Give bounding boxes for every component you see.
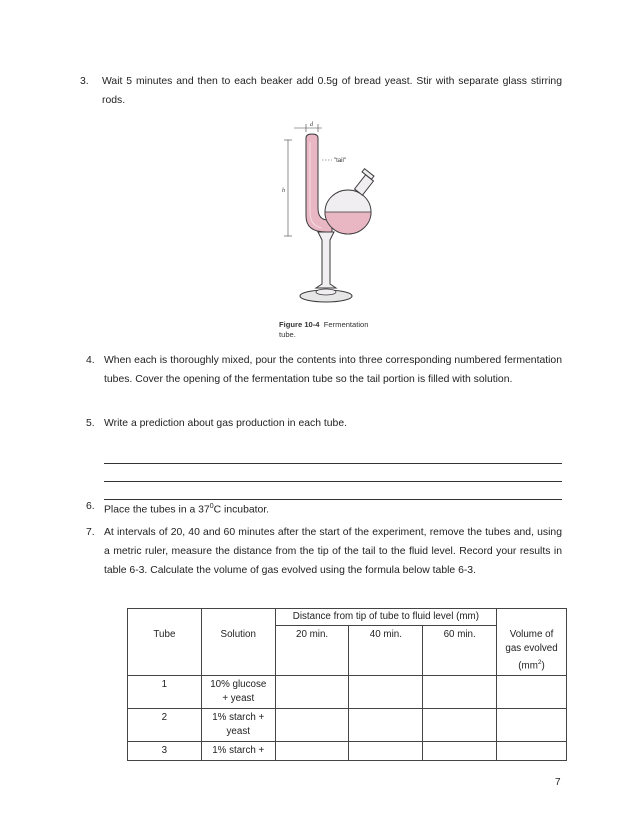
fermentation-tube-figure (266, 116, 386, 344)
volume-header-unit: (mm (518, 659, 538, 671)
page-number: 7 (555, 777, 561, 788)
step-text: Write a prediction about gas production in each tube. (104, 418, 347, 429)
answer-line[interactable] (104, 464, 562, 482)
solution-line: yeast (226, 725, 250, 737)
label-d: d (310, 122, 313, 128)
step-number: 5. (86, 418, 95, 429)
entry-cell[interactable] (349, 675, 423, 708)
solution-line: 10% glucose (210, 678, 267, 690)
step-4 (86, 351, 562, 389)
tube-cell: 1 (128, 675, 202, 708)
prediction-answer-lines (104, 446, 562, 500)
entry-cell[interactable] (275, 708, 349, 741)
entry-cell[interactable] (497, 741, 567, 760)
entry-cell[interactable] (275, 741, 349, 760)
solution-cell (201, 741, 275, 760)
solution-line: + yeast (222, 692, 255, 704)
column-header-tube: Tube (128, 626, 202, 676)
table-row (128, 741, 567, 760)
step-number: 4. (86, 355, 95, 366)
header-cell (128, 609, 202, 626)
tube-cell: 2 (128, 708, 202, 741)
step-text: When each is thoroughly mixed, pour the contents into three corresponding numbered fermentation tubes. Cover the opening of the fermentation tube so the tail portion is filled with solution. (104, 355, 562, 385)
step-number: 7. (86, 527, 95, 538)
label-h: h (282, 188, 285, 194)
label-tail: "tail" (334, 158, 346, 164)
solution-line: 1% starch + (212, 711, 265, 723)
table-row (128, 708, 567, 741)
entry-cell[interactable] (349, 741, 423, 760)
group-header: Distance from tip of tube to fluid level (mm) (275, 609, 496, 626)
solution-cell (201, 708, 275, 741)
step-5 (86, 414, 562, 433)
solution-line: 1% starch + (212, 744, 265, 756)
figure-caption (279, 320, 369, 340)
column-header-60: 60 min. (423, 626, 497, 676)
entry-cell[interactable] (497, 675, 567, 708)
degree-superscript: 0 (209, 503, 214, 510)
tube-cell: 3 (128, 741, 202, 760)
column-header-volume (497, 626, 567, 676)
step-text: Wait 5 minutes and then to each beaker add 0.5g of bread yeast. Stir with separate glass stirring rods. (102, 76, 562, 106)
caption-text: Fermentation (323, 320, 369, 329)
step-text (104, 497, 562, 519)
step-3 (80, 72, 562, 110)
table-header-row (128, 609, 567, 626)
caption-text-2: tube. (279, 330, 296, 339)
step-number: 3. (80, 76, 89, 87)
volume-header-line1: Volume of (509, 628, 554, 640)
step-text-part: Place the tubes in a 37 (104, 504, 210, 516)
entry-cell[interactable] (275, 675, 349, 708)
entry-cell[interactable] (423, 708, 497, 741)
step-7 (86, 523, 562, 580)
step-text-part: C incubator. (213, 504, 270, 516)
volume-header-close: ) (541, 659, 545, 671)
entry-cell[interactable] (497, 708, 567, 741)
column-header-40: 40 min. (349, 626, 423, 676)
step-text: At intervals of 20, 40 and 60 minutes after the start of the experiment, remove the tubes and, using a metric ruler, measure the distance from the tip of the tail to the fluid level. Record your results in table 6-3. Calculate the volume of gas evolved using the formula below table 6-3. (104, 527, 562, 576)
volume-header-line2: gas evolved (505, 642, 558, 654)
table-row (128, 675, 567, 708)
table-header-row (128, 626, 567, 676)
column-header-solution: Solution (201, 626, 275, 676)
caption-title: Figure 10-4 (279, 320, 320, 329)
header-cell (497, 609, 567, 626)
header-cell (201, 609, 275, 626)
entry-cell[interactable] (423, 741, 497, 760)
solution-cell (201, 675, 275, 708)
entry-cell[interactable] (423, 675, 497, 708)
step-number: 6. (86, 501, 95, 512)
step-6 (86, 497, 562, 519)
column-header-20: 20 min. (275, 626, 349, 676)
entry-cell[interactable] (349, 708, 423, 741)
answer-line[interactable] (104, 446, 562, 464)
results-table (127, 608, 567, 761)
volume-header-sup: 2 (537, 658, 542, 666)
